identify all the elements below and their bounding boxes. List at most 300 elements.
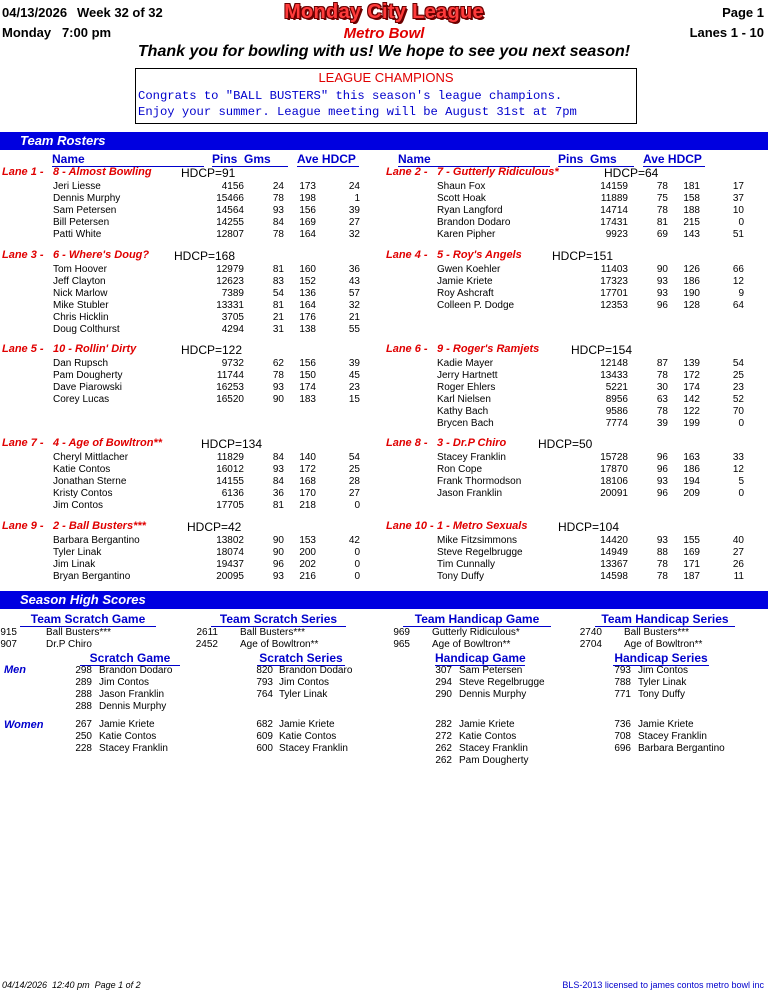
- individual-score: 272: [435, 731, 452, 742]
- team-rosters-bar: [0, 132, 768, 150]
- player-pins: 12148: [600, 358, 628, 369]
- player-average: 202: [299, 559, 316, 570]
- player-pins: 14564: [216, 205, 244, 216]
- player-handicap: 28: [348, 476, 360, 487]
- player-handicap: 37: [732, 193, 744, 204]
- individual-name: Katie Contos: [99, 731, 157, 742]
- player-pins: 16253: [216, 382, 244, 393]
- player-name: Colleen P. Dodge: [437, 300, 515, 311]
- player-name: Dan Rupsch: [53, 358, 109, 369]
- player-pins: 7774: [605, 418, 628, 429]
- individual-score: 736: [614, 719, 631, 730]
- individual-highscore-title: Scratch Game: [80, 651, 180, 666]
- individual-score: 294: [435, 677, 452, 688]
- player-games: 96: [656, 300, 668, 311]
- page-number: Page 1: [722, 5, 764, 20]
- individual-score: 307: [435, 665, 452, 676]
- player-handicap: 23: [348, 382, 360, 393]
- player-games: 93: [656, 276, 668, 287]
- player-pins: 16012: [216, 464, 244, 475]
- player-handicap: 24: [348, 181, 360, 192]
- player-average: 163: [683, 452, 700, 463]
- player-handicap: 12: [732, 276, 744, 287]
- player-games: 63: [656, 394, 668, 405]
- team-name: 7 - Gutterly Ridiculous*: [437, 166, 559, 178]
- team-handicap: HDCP=168: [174, 249, 236, 263]
- player-pins: 19437: [216, 559, 244, 570]
- team-highscore-team: Gutterly Ridiculous*: [432, 627, 520, 638]
- individual-score: 262: [435, 755, 452, 766]
- player-average: 126: [683, 264, 700, 275]
- individual-score: 288: [75, 701, 92, 712]
- player-average: 156: [299, 358, 316, 369]
- team-highscore-score: 2611: [196, 627, 218, 638]
- player-pins: 14155: [216, 476, 244, 487]
- player-pins: 11403: [600, 264, 628, 275]
- player-handicap: 12: [732, 464, 744, 475]
- individual-score: 793: [614, 665, 631, 676]
- player-name: Nick Marlow: [53, 288, 108, 299]
- player-handicap: 43: [348, 276, 360, 287]
- player-name: Kathy Bach: [437, 406, 489, 417]
- player-name: Jim Linak: [53, 559, 96, 570]
- player-games: 78: [272, 370, 284, 381]
- player-handicap: 39: [348, 358, 360, 369]
- individual-name: Katie Contos: [279, 731, 337, 742]
- player-pins: 6136: [221, 488, 244, 499]
- player-games: 90: [272, 535, 284, 546]
- player-average: 138: [299, 324, 316, 335]
- player-games: 30: [656, 382, 668, 393]
- individual-score: 262: [435, 743, 452, 754]
- player-pins: 9732: [221, 358, 244, 369]
- player-name: Kristy Contos: [53, 488, 113, 499]
- player-handicap: 27: [732, 547, 744, 558]
- team-name: 8 - Almost Bowling: [53, 166, 152, 178]
- col-ave-hdcp-header: Ave HDCP: [297, 152, 359, 167]
- player-handicap: 17: [732, 181, 744, 192]
- team-highscore-score: 2740: [579, 627, 602, 638]
- individual-score: 793: [256, 677, 273, 688]
- player-games: 90: [656, 264, 668, 275]
- player-games: 84: [272, 217, 284, 228]
- lane-label: Lane 8 -: [386, 437, 428, 449]
- player-average: 160: [299, 264, 316, 275]
- player-pins: 14949: [600, 547, 628, 558]
- player-games: 90: [272, 547, 284, 558]
- player-handicap: 64: [732, 300, 744, 311]
- player-games: 69: [656, 229, 668, 240]
- player-handicap: 39: [348, 205, 360, 216]
- team-name: 3 - Dr.P Chiro: [437, 437, 507, 449]
- player-average: 139: [683, 358, 700, 369]
- player-average: 186: [683, 464, 700, 475]
- player-name: Bill Petersen: [53, 217, 110, 228]
- player-games: 87: [656, 358, 668, 369]
- individual-name: Stacey Franklin: [459, 743, 528, 754]
- team-highscore-title: Team Handicap Series: [595, 612, 735, 627]
- player-handicap: 42: [348, 535, 360, 546]
- player-average: 173: [299, 181, 316, 192]
- player-pins: 12353: [600, 300, 628, 311]
- player-name: Jamie Kriete: [437, 276, 493, 287]
- player-games: 93: [272, 205, 284, 216]
- player-name: Roger Ehlers: [437, 382, 496, 393]
- player-pins: 13367: [600, 559, 628, 570]
- team-highscore-score: 965: [393, 639, 410, 650]
- player-name: Tony Duffy: [437, 571, 485, 582]
- player-average: 122: [683, 406, 700, 417]
- player-average: 186: [683, 276, 700, 287]
- player-games: 93: [272, 571, 284, 582]
- individual-name: Stacey Franklin: [99, 743, 168, 754]
- player-name: Sam Petersen: [53, 205, 117, 216]
- lane-label: Lane 4 -: [386, 249, 428, 261]
- player-pins: 3705: [221, 312, 244, 323]
- player-pins: 20091: [600, 488, 628, 499]
- player-handicap: 25: [732, 370, 744, 381]
- player-pins: 20095: [216, 571, 244, 582]
- player-name: Pam Dougherty: [53, 370, 123, 381]
- individual-name: Dennis Murphy: [459, 689, 527, 700]
- player-pins: 4294: [221, 324, 244, 335]
- team-highscore-score: 907: [0, 639, 17, 650]
- player-pins: 14714: [600, 205, 628, 216]
- lane-label: Lane 3 -: [2, 249, 44, 261]
- individual-name: Barbara Bergantino: [638, 743, 725, 754]
- individual-name: Jason Franklin: [99, 689, 165, 700]
- player-average: 174: [299, 382, 316, 393]
- player-pins: 8956: [605, 394, 628, 405]
- team-handicap: HDCP=151: [552, 249, 614, 263]
- day-time: Monday 7:00 pm: [2, 25, 112, 40]
- individual-name: Tyler Linak: [279, 689, 328, 700]
- individual-score: 250: [75, 731, 92, 742]
- player-average: 128: [683, 300, 700, 311]
- player-games: 93: [656, 288, 668, 299]
- player-average: 152: [299, 276, 316, 287]
- individual-name: Jamie Kriete: [99, 719, 155, 730]
- player-name: Ron Cope: [437, 464, 483, 475]
- player-name: Steve Regelbrugge: [437, 547, 523, 558]
- lane-label: Lane 1 -: [2, 166, 44, 178]
- player-pins: 13433: [600, 370, 628, 381]
- lane-label: Lane 10 -: [386, 520, 434, 532]
- player-handicap: 54: [348, 452, 360, 463]
- player-handicap: 23: [732, 382, 744, 393]
- player-games: 78: [272, 229, 284, 240]
- team-highscore-team: Ball Busters***: [240, 627, 306, 638]
- col-name-header: Name: [52, 152, 204, 167]
- player-average: 176: [299, 312, 316, 323]
- player-pins: 14159: [600, 181, 628, 192]
- player-games: 78: [656, 205, 668, 216]
- player-name: Shaun Fox: [437, 181, 486, 192]
- team-highscore-team: Ball Busters***: [624, 627, 690, 638]
- individual-name: Pam Dougherty: [459, 755, 529, 766]
- champions-box: [135, 68, 637, 124]
- individual-score: 288: [75, 689, 92, 700]
- player-average: 200: [299, 547, 316, 558]
- individual-score: 696: [614, 743, 631, 754]
- individual-name: Stacey Franklin: [279, 743, 348, 754]
- player-games: 78: [656, 181, 668, 192]
- player-name: Karen Pipher: [437, 229, 496, 240]
- player-name: Gwen Koehler: [437, 264, 501, 275]
- player-games: 81: [272, 264, 284, 275]
- player-name: Katie Contos: [53, 464, 111, 475]
- player-handicap: 0: [738, 418, 744, 429]
- player-average: 172: [683, 370, 700, 381]
- player-games: 96: [656, 452, 668, 463]
- player-handicap: 0: [354, 500, 360, 511]
- player-games: 36: [272, 488, 284, 499]
- player-pins: 15466: [216, 193, 244, 204]
- col-name-header: Name: [398, 152, 550, 167]
- individual-score: 609: [256, 731, 273, 742]
- player-games: 81: [272, 300, 284, 311]
- player-name: Roy Ashcraft: [437, 288, 494, 299]
- team-highscore-title: Team Scratch Series: [211, 612, 346, 627]
- player-average: 188: [683, 205, 700, 216]
- player-games: 84: [272, 476, 284, 487]
- player-pins: 16520: [216, 394, 244, 405]
- player-average: 174: [683, 382, 700, 393]
- men-label: Men: [4, 664, 26, 676]
- player-name: Corey Lucas: [53, 394, 110, 405]
- individual-name: Tyler Linak: [638, 677, 687, 688]
- player-average: 181: [683, 181, 700, 192]
- player-handicap: 0: [354, 571, 360, 582]
- player-handicap: 32: [348, 300, 360, 311]
- individual-name: Brandon Dodaro: [279, 665, 353, 676]
- center-name: Metro Bowl: [343, 25, 425, 42]
- player-games: 84: [272, 452, 284, 463]
- license-text: BLS-2013 licensed to james contos metro bowl inc: [562, 980, 764, 990]
- player-average: 172: [299, 464, 316, 475]
- player-handicap: 26: [732, 559, 744, 570]
- individual-score: 771: [614, 689, 631, 700]
- player-pins: 13802: [216, 535, 244, 546]
- player-handicap: 40: [732, 535, 744, 546]
- individual-name: Stacey Franklin: [638, 731, 707, 742]
- women-label: Women: [4, 719, 44, 731]
- player-name: Frank Thormodson: [437, 476, 522, 487]
- player-handicap: 32: [348, 229, 360, 240]
- player-handicap: 33: [732, 452, 744, 463]
- lane-label: Lane 5 -: [2, 343, 44, 355]
- player-handicap: 25: [348, 464, 360, 475]
- player-average: 199: [683, 418, 700, 429]
- player-name: Dennis Murphy: [53, 193, 121, 204]
- individual-name: Jim Contos: [279, 677, 330, 688]
- team-handicap: HDCP=122: [181, 343, 243, 357]
- team-handicap: HDCP=134: [201, 437, 263, 451]
- player-pins: 5221: [605, 382, 628, 393]
- individual-name: Jim Contos: [638, 665, 689, 676]
- player-handicap: 1: [354, 193, 360, 204]
- player-pins: 18074: [216, 547, 244, 558]
- team-highscore-title: Team Handicap Game: [403, 612, 551, 627]
- player-games: 83: [272, 276, 284, 287]
- player-average: 209: [683, 488, 700, 499]
- team-handicap: HDCP=64: [604, 166, 659, 180]
- player-handicap: 27: [348, 217, 360, 228]
- player-name: Cheryl Mittlacher: [53, 452, 129, 463]
- individual-score: 820: [256, 665, 273, 676]
- individual-name: Steve Regelbrugge: [459, 677, 545, 688]
- player-pins: 18106: [600, 476, 628, 487]
- team-highscore-team: Age of Bowltron**: [432, 639, 511, 650]
- player-name: Bryan Bergantino: [53, 571, 131, 582]
- player-pins: 14598: [600, 571, 628, 582]
- individual-score: 228: [75, 743, 92, 754]
- player-pins: 14255: [216, 217, 244, 228]
- player-games: 78: [656, 406, 668, 417]
- player-games: 96: [272, 559, 284, 570]
- player-handicap: 55: [348, 324, 360, 335]
- player-average: 150: [299, 370, 316, 381]
- player-average: 194: [683, 476, 700, 487]
- player-handicap: 45: [348, 370, 360, 381]
- player-name: Jerry Hartnett: [437, 370, 498, 381]
- player-pins: 9586: [605, 406, 628, 417]
- individual-name: Tony Duffy: [638, 689, 686, 700]
- player-average: 190: [683, 288, 700, 299]
- player-handicap: 54: [732, 358, 744, 369]
- individual-score: 267: [75, 719, 92, 730]
- team-handicap: HDCP=42: [187, 520, 242, 534]
- player-pins: 11744: [216, 370, 244, 381]
- individual-score: 290: [435, 689, 452, 700]
- player-games: 21: [272, 312, 284, 323]
- player-name: Jim Contos: [53, 500, 104, 511]
- team-name: 2 - Ball Busters***: [53, 520, 146, 532]
- team-highscore-team: Dr.P Chiro: [46, 639, 92, 650]
- player-average: 156: [299, 205, 316, 216]
- week-label: Week 32 of 32: [77, 5, 163, 20]
- player-handicap: 0: [738, 488, 744, 499]
- team-highscore-title: Team Scratch Game: [20, 612, 156, 627]
- team-name: 6 - Where's Doug?: [53, 249, 150, 261]
- player-name: Tyler Linak: [53, 547, 102, 558]
- player-games: 31: [272, 324, 284, 335]
- player-average: 169: [683, 547, 700, 558]
- player-pins: 17323: [600, 276, 628, 287]
- player-games: 93: [656, 535, 668, 546]
- individual-name: Katie Contos: [459, 731, 517, 742]
- player-pins: 17431: [600, 217, 628, 228]
- champions-line-1: Congrats to "BALL BUSTERS" this season's league champions.: [138, 89, 563, 103]
- individual-name: Jamie Kriete: [459, 719, 515, 730]
- player-games: 93: [272, 382, 284, 393]
- player-pins: 7389: [221, 288, 244, 299]
- player-handicap: 0: [354, 547, 360, 558]
- player-name: Chris Hicklin: [53, 312, 109, 323]
- player-pins: 12979: [216, 264, 244, 275]
- player-name: Patti White: [53, 229, 102, 240]
- team-handicap: HDCP=50: [538, 437, 593, 451]
- player-average: 168: [299, 476, 316, 487]
- player-handicap: 51: [732, 229, 744, 240]
- player-average: 187: [683, 571, 700, 582]
- player-handicap: 52: [732, 394, 744, 405]
- team-name: 5 - Roy's Angels: [437, 249, 522, 261]
- player-games: 96: [656, 464, 668, 475]
- player-handicap: 66: [732, 264, 744, 275]
- player-name: Kadie Mayer: [437, 358, 494, 369]
- player-name: Mike Stubler: [53, 300, 109, 311]
- team-highscore-team: Ball Busters***: [46, 627, 112, 638]
- player-name: Jason Franklin: [437, 488, 503, 499]
- high-scores-bar: [0, 591, 768, 609]
- team-highscore-score: 969: [393, 627, 410, 638]
- player-pins: 12623: [216, 276, 244, 287]
- col-pins-gms-header: Pins Gms: [558, 152, 634, 167]
- individual-highscore-title: Handicap Series: [614, 651, 708, 665]
- player-average: 198: [299, 193, 316, 204]
- player-name: Karl Nielsen: [437, 394, 491, 405]
- player-games: 93: [656, 476, 668, 487]
- individual-name: Jamie Kriete: [279, 719, 335, 730]
- player-pins: 12807: [216, 229, 244, 240]
- player-games: 90: [272, 394, 284, 405]
- col-pins-gms-header: Pins Gms: [212, 152, 288, 167]
- player-games: 81: [272, 500, 284, 511]
- player-handicap: 21: [348, 312, 360, 323]
- player-average: 158: [683, 193, 700, 204]
- player-name: Dave Piarowski: [53, 382, 122, 393]
- individual-score: 600: [256, 743, 273, 754]
- player-pins: 4156: [221, 181, 244, 192]
- individual-name: Jamie Kriete: [638, 719, 694, 730]
- lanes-range: Lanes 1 - 10: [689, 25, 764, 40]
- team-name: 10 - Rollin' Dirty: [53, 343, 137, 355]
- player-pins: 9923: [605, 229, 628, 240]
- player-games: 78: [656, 370, 668, 381]
- player-games: 78: [272, 193, 284, 204]
- player-games: 96: [656, 488, 668, 499]
- player-games: 39: [656, 418, 668, 429]
- team-highscore-score: 915: [0, 627, 17, 638]
- lane-label: Lane 7 -: [2, 437, 44, 449]
- lane-label: Lane 6 -: [386, 343, 428, 355]
- player-pins: 11829: [216, 452, 244, 463]
- player-pins: 17870: [600, 464, 628, 475]
- individual-score: 289: [75, 677, 92, 688]
- player-games: 78: [656, 571, 668, 582]
- team-handicap: HDCP=91: [181, 166, 236, 180]
- champions-line-2: Enjoy your summer. League meeting will be August 31st at 7pm: [138, 105, 577, 119]
- player-average: 153: [299, 535, 316, 546]
- champions-title: LEAGUE CHAMPIONS: [318, 70, 454, 85]
- individual-highscore-title: Scratch Series: [257, 651, 345, 666]
- player-handicap: 0: [738, 217, 744, 228]
- player-games: 62: [272, 358, 284, 369]
- player-average: 164: [299, 229, 316, 240]
- team-name: 1 - Metro Sexuals: [437, 520, 528, 532]
- col-ave-hdcp-header: Ave HDCP: [643, 152, 705, 167]
- player-name: Jonathan Sterne: [53, 476, 127, 487]
- player-games: 54: [272, 288, 284, 299]
- individual-score: 282: [435, 719, 452, 730]
- team-handicap: HDCP=154: [571, 343, 633, 357]
- player-handicap: 27: [348, 488, 360, 499]
- player-name: Tom Hoover: [53, 264, 107, 275]
- player-average: 171: [683, 559, 700, 570]
- player-average: 170: [299, 488, 316, 499]
- team-highscore-score: 2452: [195, 639, 218, 650]
